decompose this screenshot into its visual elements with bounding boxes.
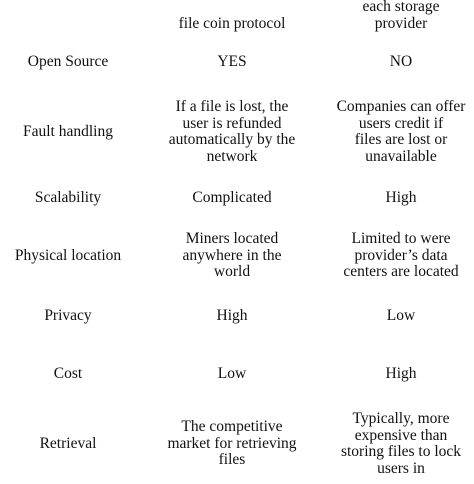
- filecoin-cell: YES: [217, 52, 247, 70]
- filecoin-cell: The competitive market for retrieving files: [167, 418, 297, 469]
- table-row: [0, 172, 474, 224]
- table-row: [0, 32, 474, 92]
- filecoin-cell: Low: [217, 364, 247, 382]
- filecoin-cell: Complicated: [192, 188, 272, 206]
- row-label: Fault handling: [23, 122, 113, 140]
- row-label: Physical location: [14, 246, 122, 264]
- row-label: Open Source: [27, 52, 109, 70]
- filecoin-cell: High: [216, 306, 248, 324]
- filecoin-cell: file coin protocol: [178, 14, 286, 32]
- row-label: Privacy: [44, 306, 92, 324]
- traditional-cell: Low: [386, 306, 416, 324]
- filecoin-cell: If a file is lost, the user is refunded automatically by the network: [168, 98, 296, 165]
- row-label: Cost: [53, 364, 83, 382]
- row-label: Scalability: [34, 188, 102, 206]
- table-row: [0, 404, 474, 484]
- traditional-cell: each storage provider: [362, 0, 440, 32]
- traditional-cell: Limited to were provider’s data centers are located: [343, 230, 459, 281]
- table-row: [0, 0, 474, 32]
- table-row: [0, 344, 474, 404]
- traditional-cell: NO: [389, 52, 413, 70]
- table-row: [0, 288, 474, 344]
- traditional-cell: High: [385, 364, 417, 382]
- traditional-cell: Companies can offer users credit if files are lost or unavailable: [336, 98, 466, 165]
- table-row: [0, 224, 474, 288]
- traditional-cell: Typically, more expensive than storing files to lock users in: [340, 410, 462, 477]
- row-label: Retrieval: [39, 434, 97, 452]
- filecoin-cell: Miners located anywhere in the world: [182, 230, 282, 281]
- table-row: [0, 92, 474, 172]
- traditional-cell: High: [385, 188, 417, 206]
- row-label: [0, 0, 136, 32]
